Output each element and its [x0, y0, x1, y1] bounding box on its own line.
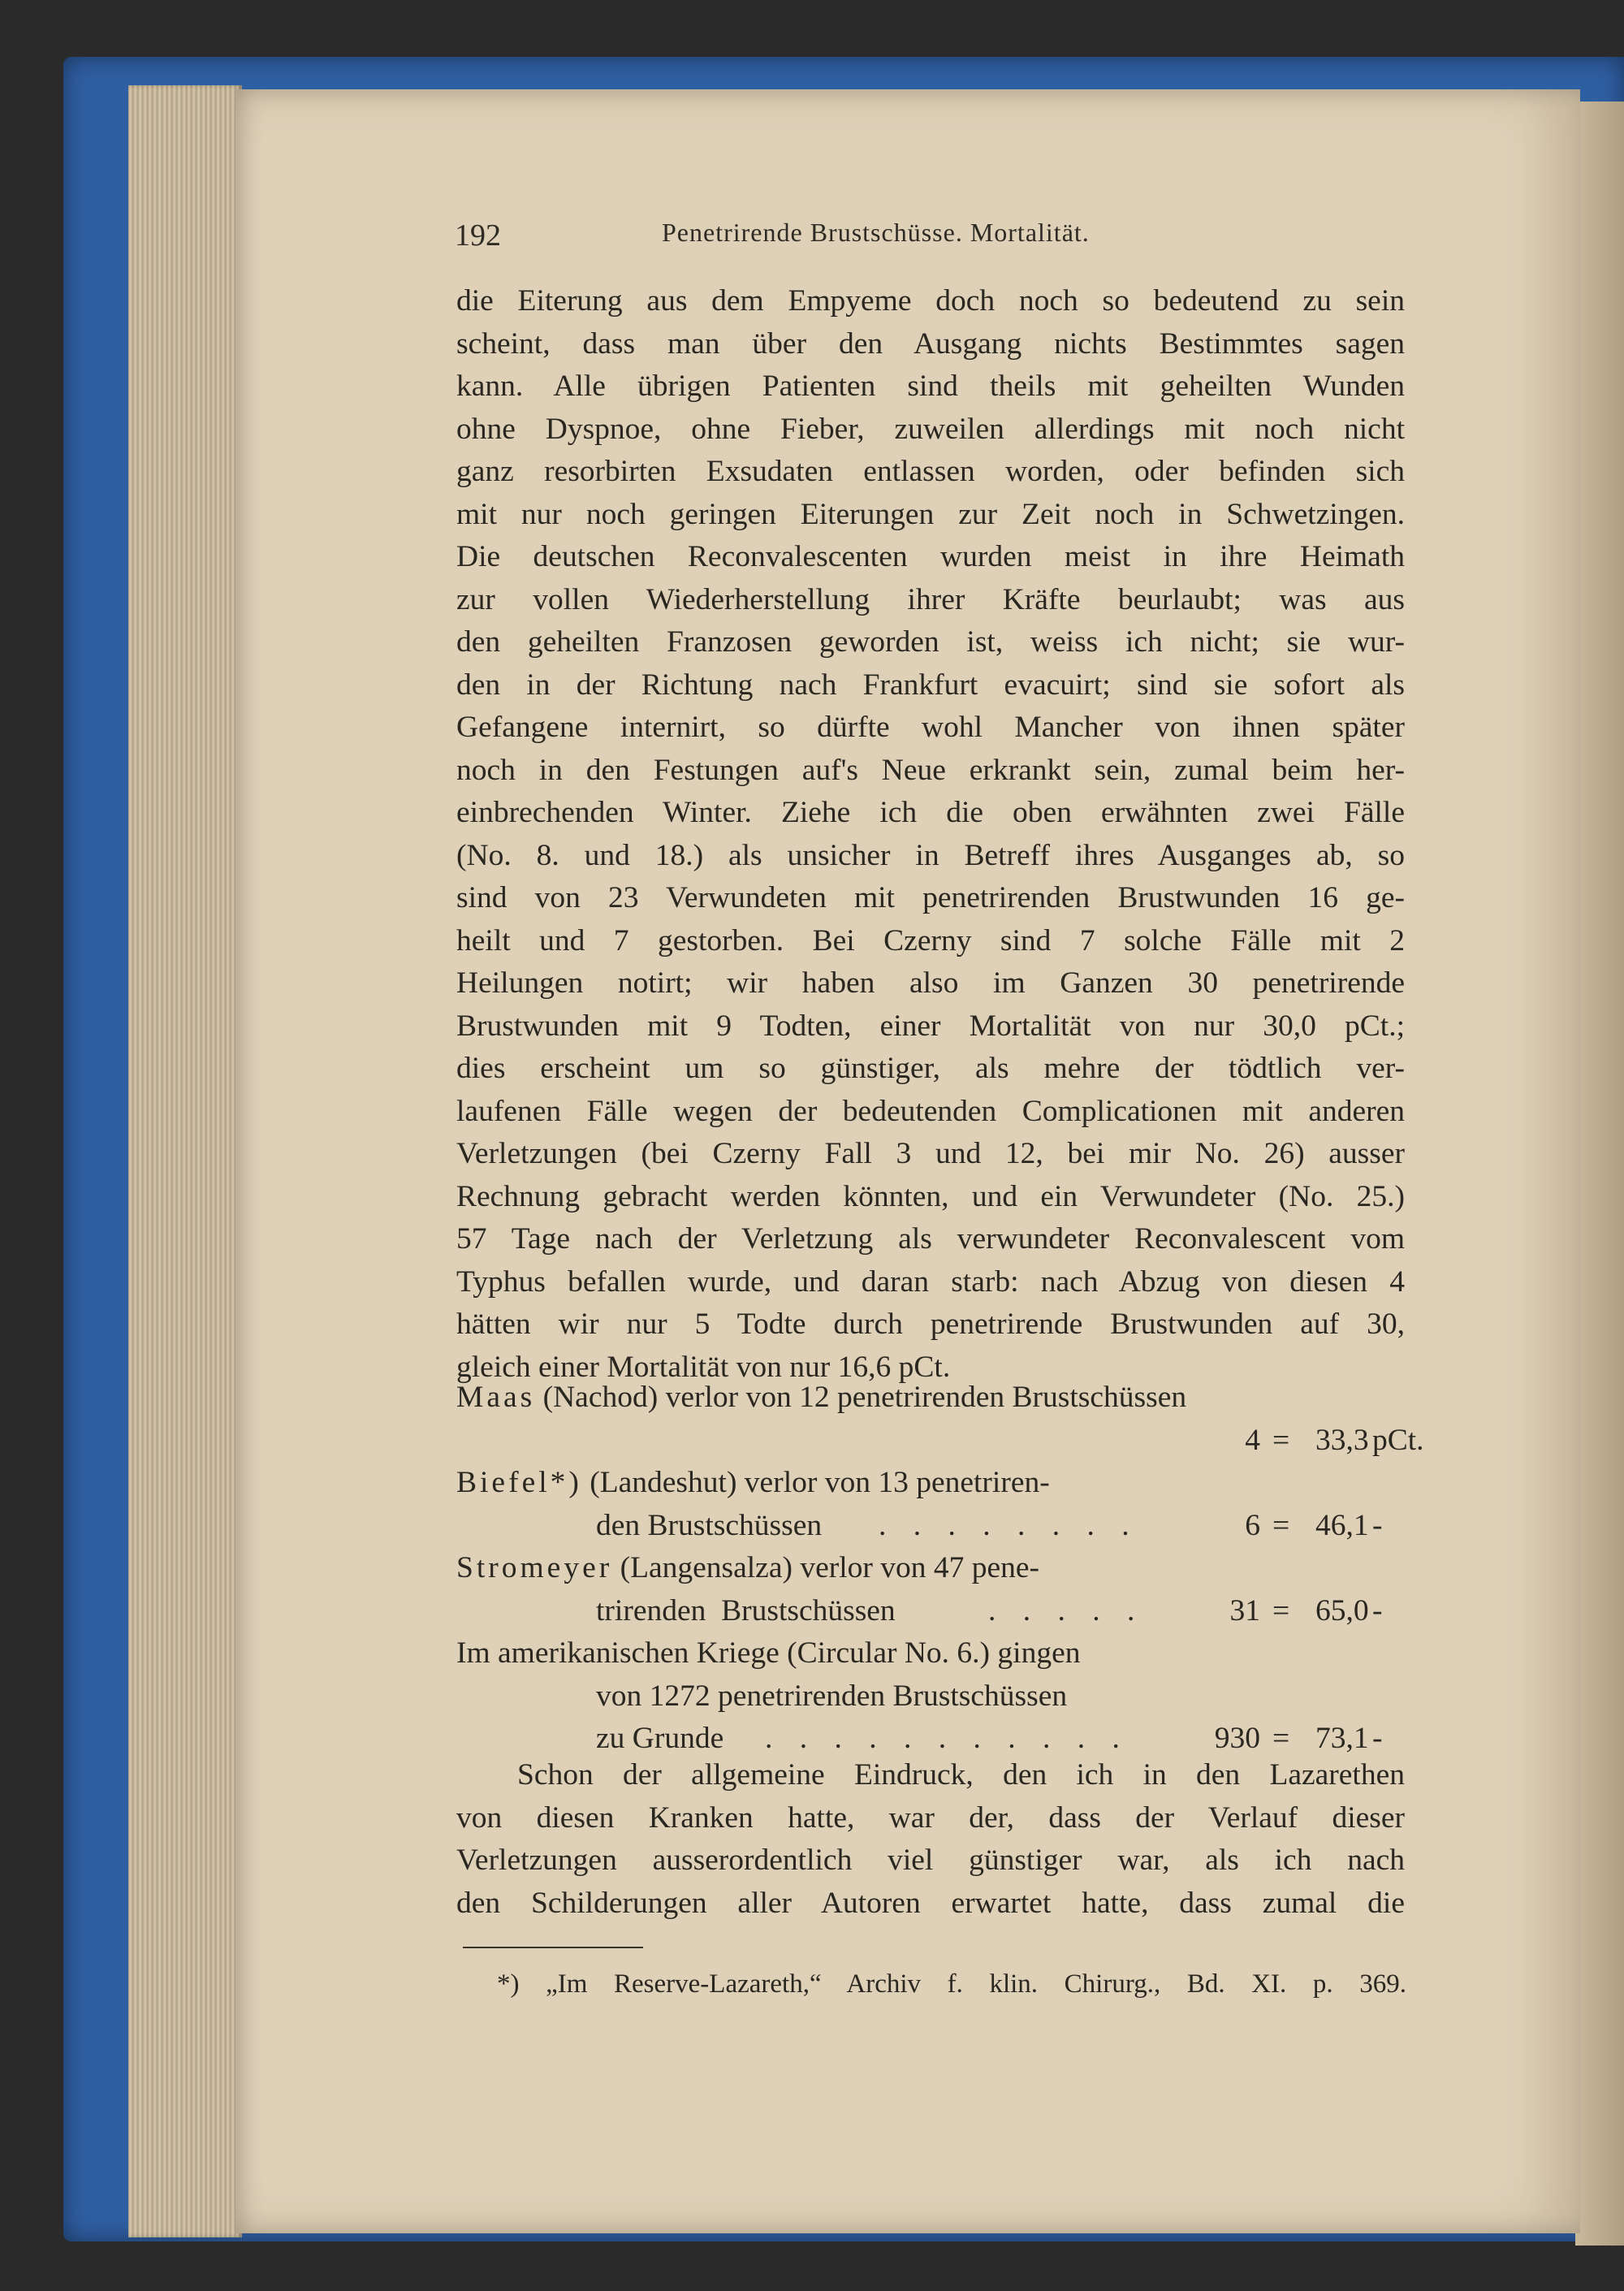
stats-count: 4 — [1245, 1423, 1260, 1457]
stats-unit: - — [1372, 1722, 1383, 1755]
stats-count: 930 — [1214, 1722, 1260, 1755]
text-line: scheint, dass man über den Ausgang nichts Bestimmtes sagen — [456, 326, 1405, 361]
running-head — [455, 218, 1429, 258]
text-line: ganz resorbirten Exsudaten entlassen worden, oder befinden sich — [456, 455, 1405, 488]
stats-text-cont: trirenden Brustschüssen — [596, 1593, 896, 1627]
text-line: ohne Dyspnoe, ohne Fieber, zuweilen allerdings mit noch nicht — [456, 412, 1405, 446]
text-line: Brustwunden mit 9 Todten, einer Mortalität von nur 30,0 pCt.; — [456, 1009, 1405, 1043]
stats-unit: pCt. — [1372, 1423, 1424, 1457]
text-line: hätten wir nur 5 Todte durch penetrirende Brustwunden auf 30, — [456, 1308, 1405, 1341]
text-line: dies erscheint um so günstiger, als mehre der tödtlich ver- — [456, 1052, 1405, 1085]
equals-sign: = — [1272, 1508, 1290, 1542]
stats-row-american — [456, 1632, 1405, 1675]
stats-text: (Nachod) verlor von 12 penetrirenden Brustschüssen — [535, 1381, 1187, 1414]
text-line: Verletzungen (bei Czerny Fall 3 und 12, bei mir No. 26) ausser — [456, 1137, 1405, 1170]
text-line: mit nur noch geringen Eiterungen zur Zeit noch in Schwetzingen. — [456, 497, 1405, 531]
footnote: *) „Im Reserve-Lazareth,“ Archiv f. klin. Chirurg., Bd. XI. p. 369. — [497, 1969, 1406, 1999]
stats-percent: 46,1 — [1315, 1508, 1369, 1542]
running-head-title: Penetrirende Brustschüsse. Mortalität. — [662, 218, 1090, 247]
stats-text-cont: von 1272 penetrirenden Brustschüssen — [596, 1679, 1068, 1713]
text-line: die Eiterung aus dem Empyeme doch noch so bedeutend zu sein — [456, 284, 1405, 318]
stats-row-biefel-values — [456, 1505, 1405, 1548]
equals-sign: = — [1272, 1593, 1290, 1627]
text-line: Die deutschen Reconvalescenten wurden meist in ihre Heimath — [456, 540, 1405, 573]
stats-row-maas — [456, 1377, 1405, 1420]
text-line: einbrechenden Winter. Ziehe ich die oben erwähnten zwei Fälle — [456, 796, 1405, 829]
stats-row-biefel — [456, 1462, 1405, 1505]
text-line: 57 Tage nach der Verletzung als verwundeter Reconvalescent vom — [456, 1222, 1405, 1256]
stats-row-maas-values — [456, 1420, 1424, 1463]
author-stromeyer: Stromeyer — [456, 1551, 613, 1584]
text-line: Schon der allgemeine Eindruck, den ich in den Lazarethen — [517, 1758, 1405, 1792]
text-line: sind von 23 Verwundeten mit penetrirenden Brustwunden 16 ge- — [456, 881, 1405, 914]
equals-sign: = — [1272, 1423, 1290, 1457]
stats-row-american-2 — [456, 1675, 1405, 1718]
text-line: heilt und 7 gestorben. Bei Czerny sind 7 solche Fälle mit 2 — [456, 923, 1405, 957]
stats-percent: 73,1 — [1315, 1722, 1369, 1755]
text-line: laufenen Fälle wegen der bedeutenden Complicationen mit anderen — [456, 1094, 1405, 1128]
text-line: den Schilderungen aller Autoren erwartet hatte, dass zumal die — [456, 1886, 1405, 1920]
stats-unit: - — [1372, 1593, 1383, 1627]
text-line: gleich einer Mortalität von nur 16,6 pCt. — [456, 1350, 951, 1384]
text-line: kann. Alle übrigen Patienten sind theils mit geheilten Wunden — [456, 370, 1405, 403]
stats-row-stromeyer-values — [456, 1590, 1405, 1633]
page-edges — [128, 85, 242, 2237]
stats-text: Im amerikanischen Kriege (Circular No. 6.) gingen — [456, 1636, 1081, 1670]
stats-count: 6 — [1245, 1508, 1260, 1542]
stats-text: (Langensalza) verlor von 47 pene- — [612, 1551, 1040, 1584]
leader-dots: . . . . . . . . . . . — [765, 1722, 1129, 1755]
text-line: Rechnung gebracht werden könnten, und ein Verwundeter (No. 25.) — [456, 1179, 1405, 1213]
text-line: (No. 8. und 18.) als unsicher in Betreff ihres Ausganges ab, so — [456, 838, 1405, 872]
stats-row-stromeyer — [456, 1547, 1405, 1590]
text-line: von diesen Kranken hatte, war der, dass der Verlauf dieser — [456, 1800, 1405, 1835]
stats-percent: 33,3 — [1315, 1423, 1369, 1457]
stats-percent: 65,0 — [1315, 1593, 1369, 1627]
leader-dots: . . . . . . . . — [879, 1508, 1139, 1542]
text-line: den geheilten Franzosen geworden ist, weiss ich nicht; sie wur- — [456, 625, 1405, 659]
stats-text: (Landeshut) verlor von 13 penetriren- — [581, 1466, 1050, 1499]
text-line: Verletzungen ausserordentlich viel günstiger war, als ich nach — [456, 1844, 1405, 1877]
right-page-edge — [1575, 102, 1624, 2246]
text-line: noch in den Festungen auf's Neue erkrankt sein, zumal beim her- — [456, 753, 1405, 787]
stats-count: 31 — [1229, 1593, 1260, 1627]
body-text — [456, 280, 1405, 1389]
text-line: Heilungen notirt; wir haben also im Ganzen 30 penetrirende — [456, 966, 1405, 1000]
stats-unit: - — [1372, 1508, 1383, 1542]
mortality-statistics — [456, 1377, 1424, 1761]
stats-text-cont: den Brustschüssen — [596, 1508, 823, 1542]
text-line: zur vollen Wiederherstellung ihrer Kräfte beurlaubt; was aus — [456, 582, 1405, 616]
equals-sign: = — [1272, 1722, 1290, 1755]
text-line: den in der Richtung nach Frankfurt evacuirt; sind sie sofort als — [456, 668, 1405, 702]
conclusion-paragraph — [456, 1754, 1405, 1925]
page-number: 192 — [455, 218, 501, 253]
stats-text-cont: zu Grunde — [596, 1722, 724, 1755]
text-line: Gefangene internirt, so dürfte wohl Mancher von ihnen später — [456, 711, 1405, 744]
text-line: Typhus befallen wurde, und daran starb: nach Abzug von diesen 4 — [456, 1264, 1405, 1299]
author-biefel: Biefel*) — [456, 1466, 582, 1499]
author-maas: Maas — [456, 1381, 536, 1414]
footnote-rule — [463, 1947, 643, 1948]
leader-dots: . . . . . — [988, 1593, 1145, 1627]
